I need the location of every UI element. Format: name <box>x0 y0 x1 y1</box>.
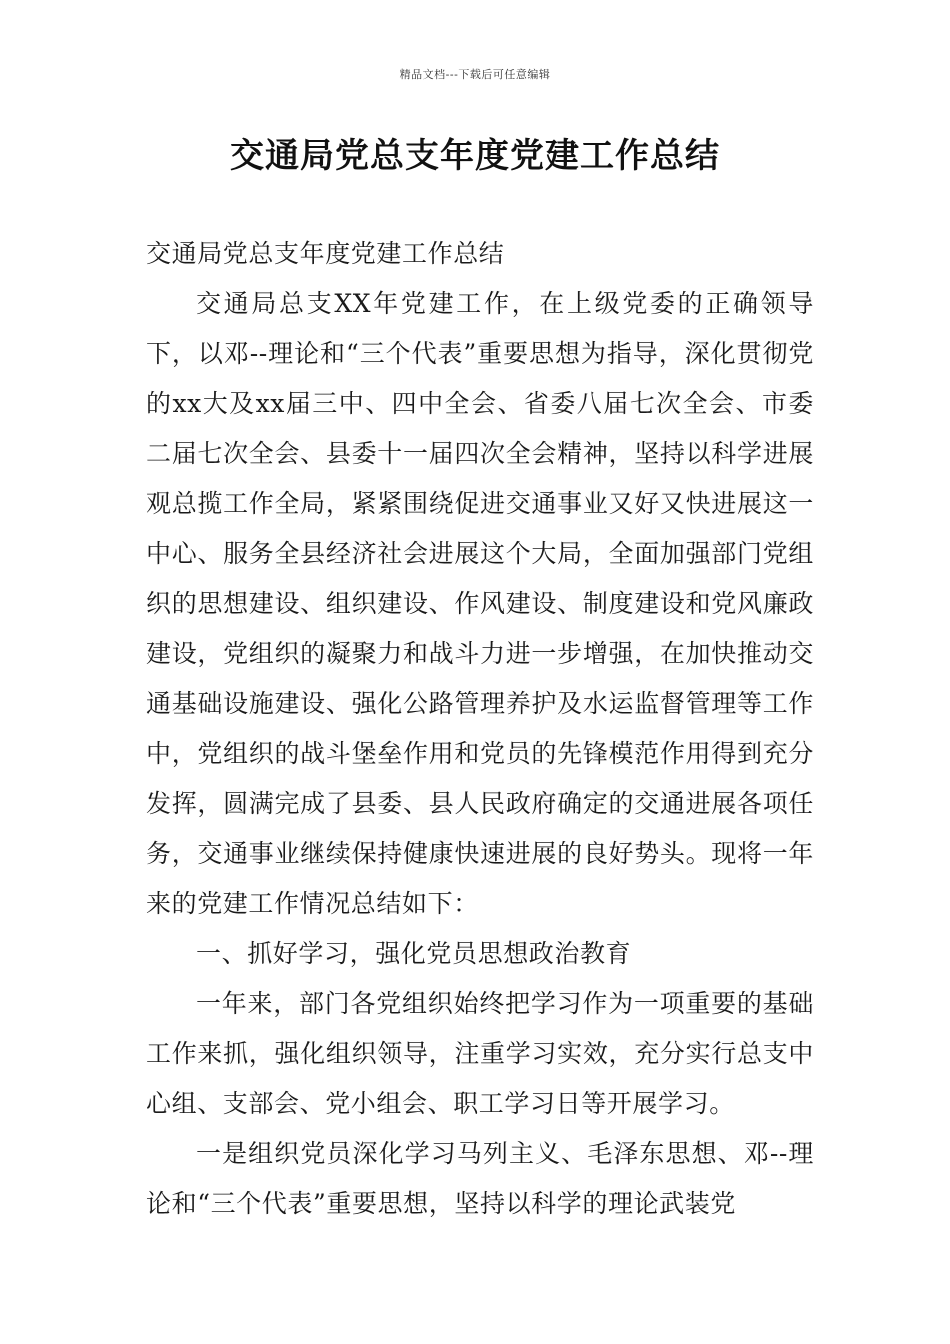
document-title: 交通局党总支年度党建工作总结 <box>230 136 720 176</box>
paragraph-study: 一年来，部门各党组织始终把学习作为一项重要的基础工作来抓，强化组织领导，注重学习实效，充分实行总支中心组、支部会、党小组会、职工学习日等开展学习。 <box>146 989 814 1118</box>
document-subtitle: 交通局党总支年度党建工作总结 <box>146 239 505 268</box>
paragraph-point-one: 一是组织党员深化学习马列主义、毛泽东思想、邓--理论和“三个代表”重要思想，坚持以科学的理论武装党 <box>146 1139 814 1218</box>
paragraph-intro: 交通局总支XX年党建工作，在上级党委的正确领导下，以邓--理论和“三个代表”重要思想为指导，深化贯彻党的xx大及xx届三中、四中全会、省委八届七次全会、市委二届七次全会、县委十一届四次全会精神，坚持以科学进展观总揽工作全局，紧紧围绕促进交通事业又好又快进展这一中心、服务全县经济社会进展这个大局，全面加强部门党组织的思想建设、组织建设、作风建设、制度建设和党风廉政建设，党组织的凝聚力和战斗力进一步增强，在加快推动交通基础设施建设、强化公路管理养护及水运监督管理等工作中，党组织的战斗堡垒作用和党员的先锋模范作用得到充分发挥，圆满完成了县委、县人民政府确定的交通进展各项任务，交通事业继续保持健康快速进展的良好势头。现将一年来的党建工作情况总结如下： <box>146 289 814 918</box>
document-body <box>146 229 814 1229</box>
header-note: 精品文档---下载后可任意编辑 <box>399 68 551 81</box>
section-heading-1: 一、抓好学习，强化党员思想政治教育 <box>196 939 632 968</box>
